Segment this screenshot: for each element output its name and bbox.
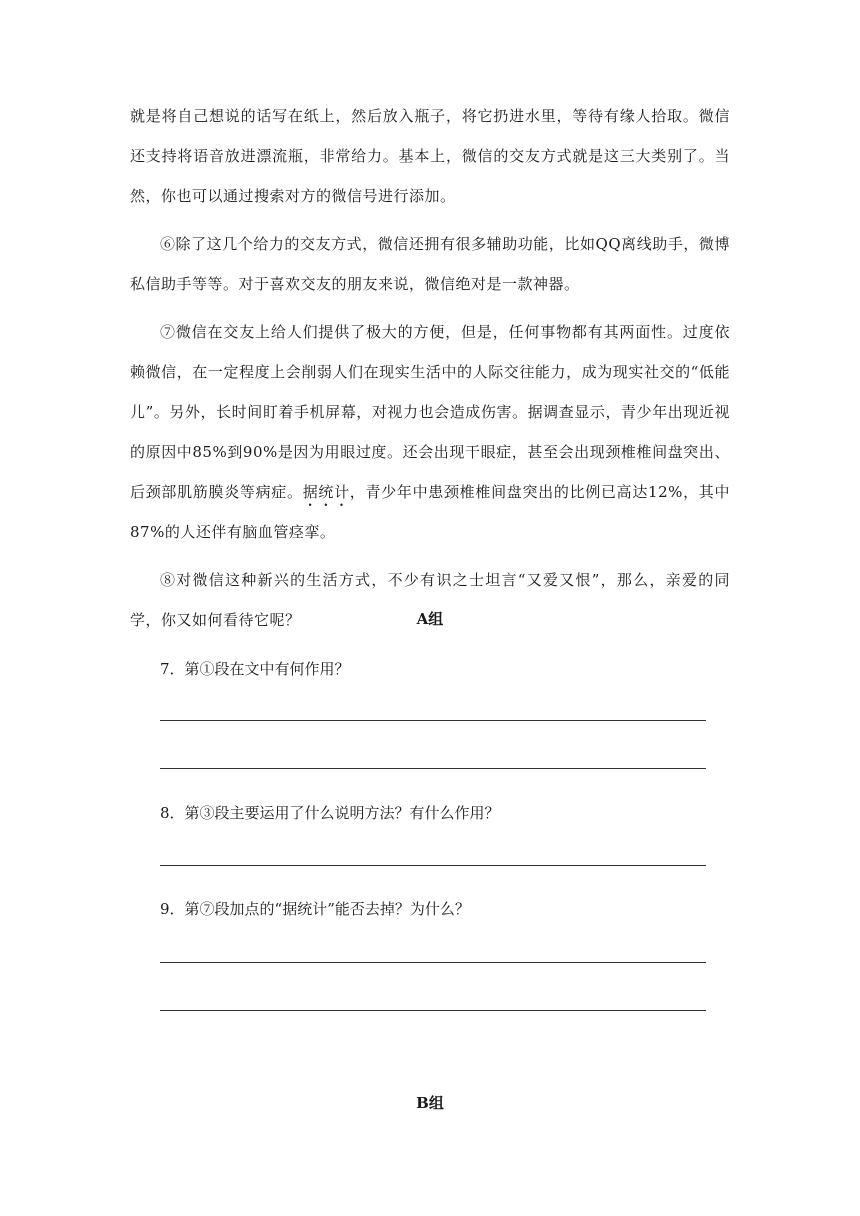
- dotted-phrase: 据统计: [302, 483, 350, 501]
- answer-line-q9-2[interactable]: [160, 1010, 706, 1011]
- paragraph-7-part-2: ，青少年中患颈椎椎间盘突出的比例已高达12%，其中87%的人还伴有脑血管痉挛。: [130, 483, 730, 541]
- document-page: [130, 96, 730, 648]
- question-7: 7．第①段在文中有何作用？: [160, 660, 350, 678]
- group-b-title: B组: [416, 1094, 444, 1112]
- paragraph-8: ⑧对微信这种新兴的生活方式，不少有识之士坦言“又爱又恨”，那么，亲爱的同学，你又如何看待它呢？: [130, 571, 730, 629]
- answer-line-q7-1[interactable]: [160, 720, 706, 721]
- question-8: 8．第③段主要运用了什么说明方法？有什么作用？: [160, 804, 500, 822]
- paragraph-7: [130, 312, 730, 552]
- answer-line-q8-1[interactable]: [160, 865, 706, 866]
- answer-line-q7-2[interactable]: [160, 768, 706, 769]
- paragraph-6: ⑥除了这几个给力的交友方式，微信还拥有很多辅助功能，比如QQ离线助手，微博私信助手等等。对于喜欢交友的朋友来说，微信绝对是一款神器。: [130, 235, 730, 293]
- answer-line-q9-1[interactable]: [160, 962, 706, 963]
- paragraph-5-continued: 就是将自己想说的话写在纸上，然后放入瓶子，将它扔进水里，等待有缘人拾取。微信还支持将语音放进漂流瓶，非常给力。基本上，微信的交友方式就是这三大类别了。当然，你也可以通过搜索对方的微信号进行添加。: [130, 107, 730, 205]
- paragraph-7-part-1: ⑦微信在交友上给人们提供了极大的方便，但是，任何事物都有其两面性。过度依赖微信，在一定程度上会削弱人们在现实生活中的人际交往能力，成为现实社交的“低能儿”。另外，长时间盯着手机屏幕，对视力也会造成伤害。据调查显示，青少年出现近视的原因中85%到90%是因为用眼过度。还会出现干眼症，甚至会出现颈椎椎间盘突出、后颈部肌筋膜炎等病症。: [130, 323, 730, 501]
- question-9: 9．第⑦段加点的“据统计”能否去掉？为什么？: [160, 900, 470, 918]
- group-a-title: A组: [416, 610, 444, 628]
